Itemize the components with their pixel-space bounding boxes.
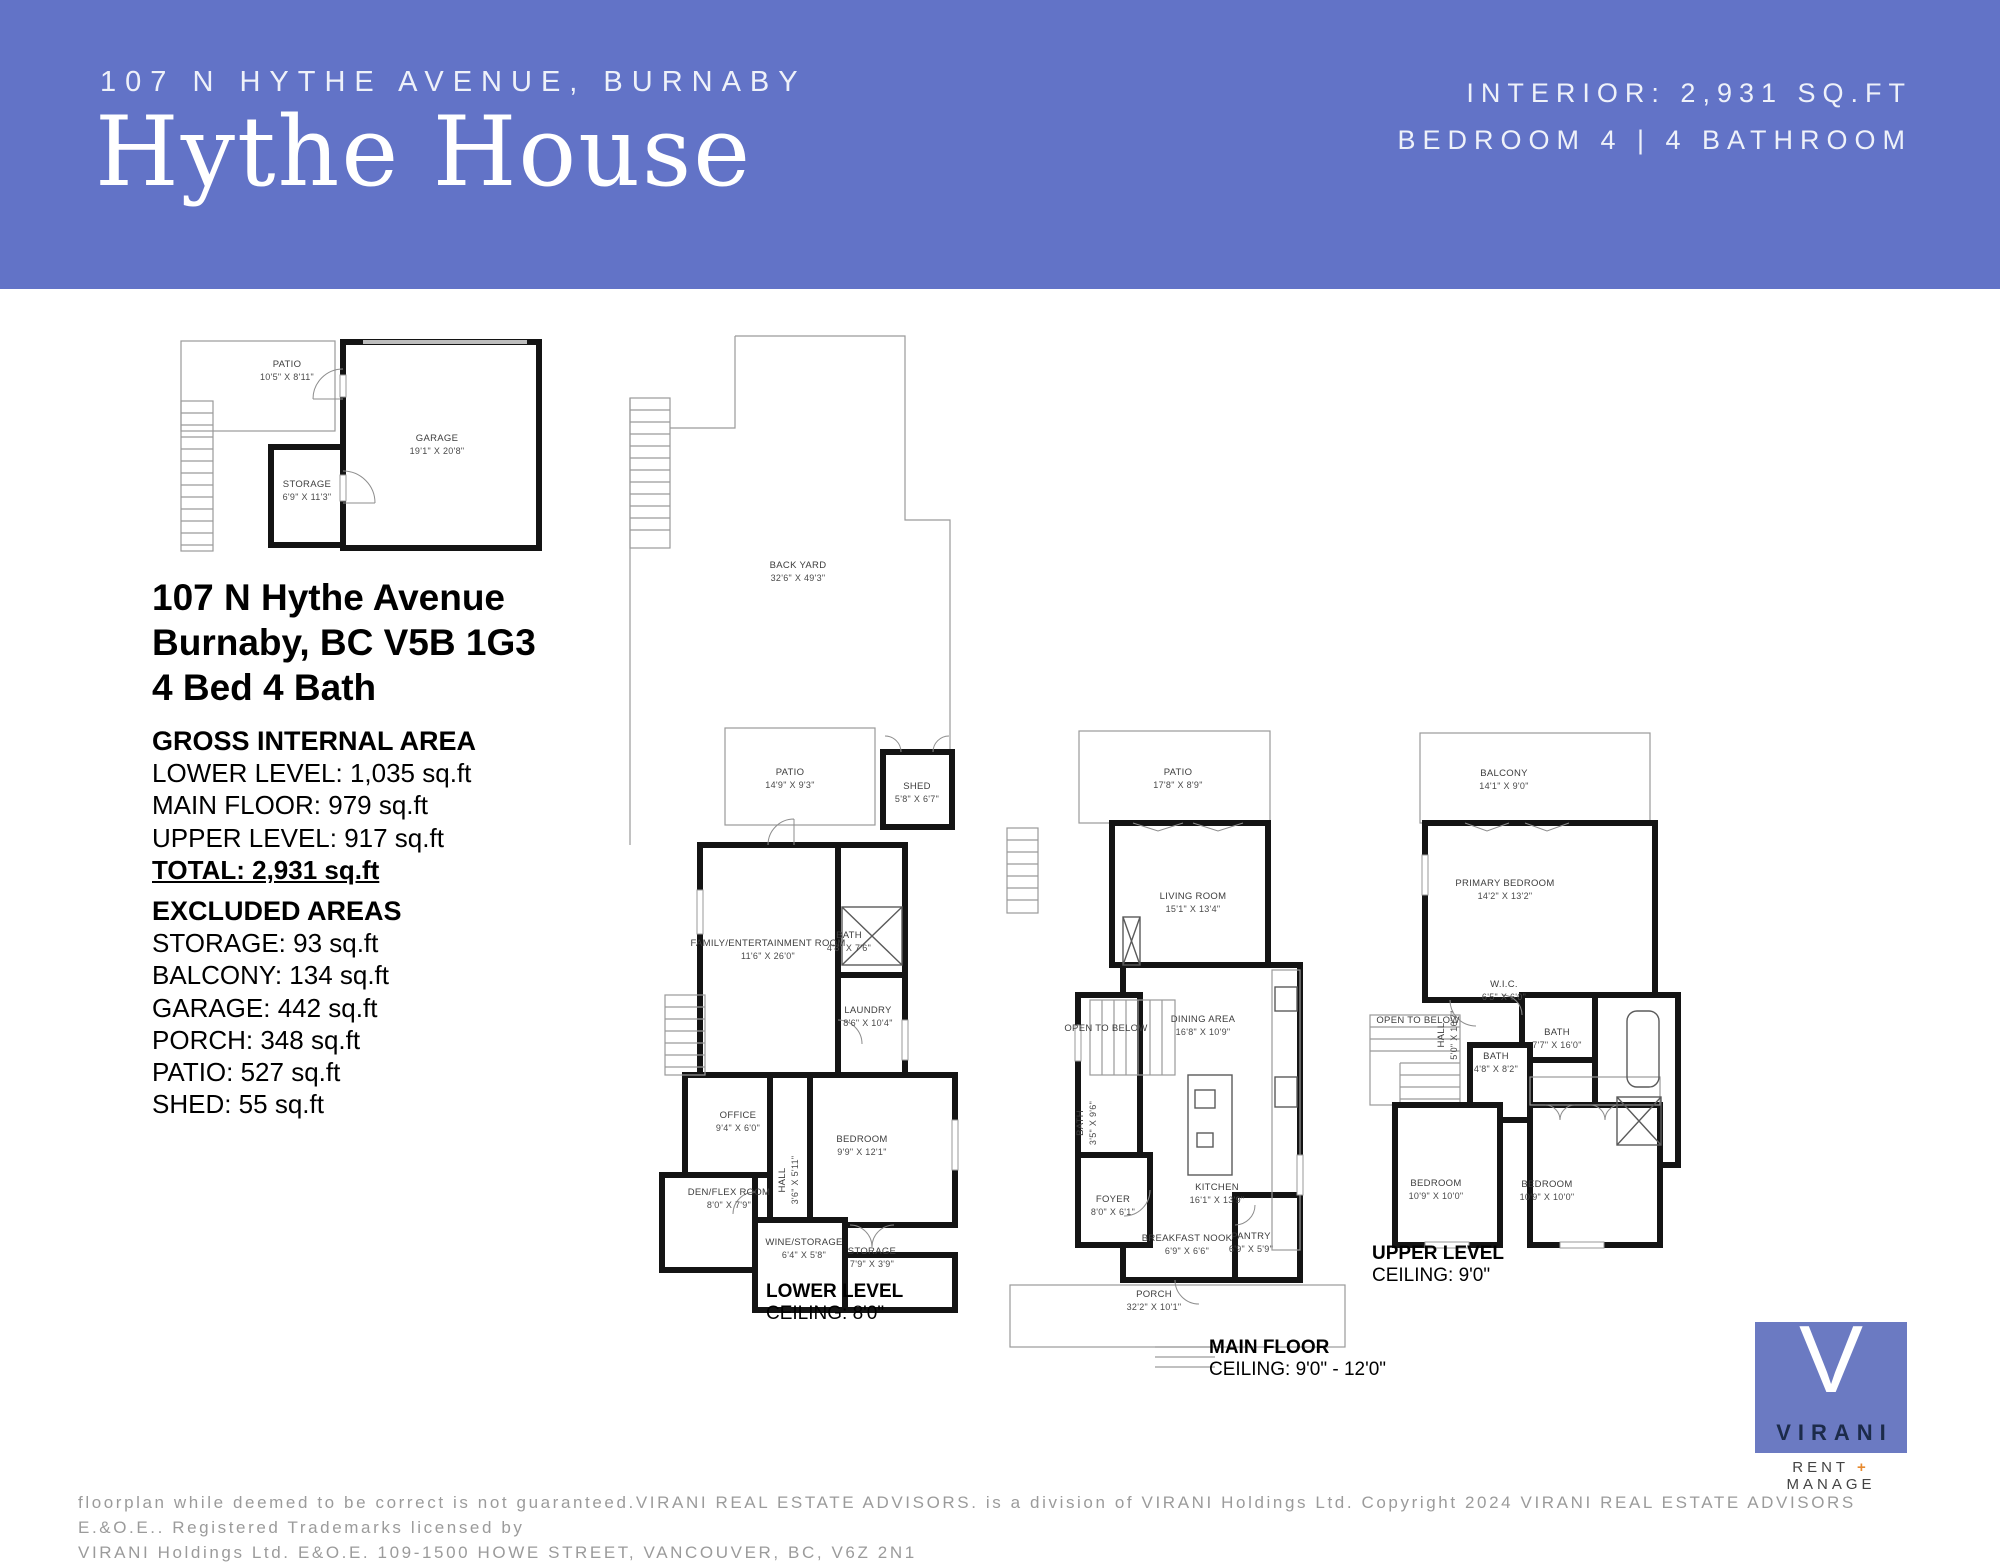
room-label-lower-patio: PATIO 14'9" X 9'3" — [765, 767, 815, 790]
interior-area-text: INTERIOR: 2,931 SQ.FT — [1466, 78, 1912, 108]
room-label-living-room: LIVING ROOM 15'1" X 13'4" — [1159, 891, 1227, 914]
virani-logo-square — [1755, 1306, 1907, 1453]
gross-area-main: MAIN FLOOR: 979 sq.ft — [152, 790, 428, 821]
gross-area-lower: LOWER LEVEL: 1,035 sq.ft — [152, 758, 472, 789]
room-label-garage-patio: PATIO 10'5" X 8'11" — [259, 359, 315, 382]
room-label-pantry: PANTRY 6'9" X 5'9" — [1228, 1231, 1274, 1254]
room-label-upper-open-below: OPEN TO BELOW — [1376, 1015, 1460, 1026]
room-label-main-open-below: OPEN TO BELOW — [1064, 1023, 1148, 1034]
excluded-areas-title: EXCLUDED AREAS — [152, 896, 402, 927]
room-label-lower-bedroom: BEDROOM 9'9" X 12'1" — [836, 1134, 888, 1157]
main-floor-label: MAIN FLOOR CEILING: 9'0" - 12'0" — [1209, 1337, 1387, 1380]
virani-v-mark: V — [1798, 1306, 1864, 1413]
header-stats — [1397, 78, 1912, 156]
excluded-porch: PORCH: 348 sq.ft — [152, 1024, 361, 1055]
room-label-upper-bath-small: BATH 4'8" X 8'2" — [1473, 1051, 1519, 1074]
room-label-wine-storage: WINE/STORAGE 6'4" X 5'8" — [765, 1237, 843, 1260]
room-label-primary-bedroom: PRIMARY BEDROOM 14'2" X 13'2" — [1455, 878, 1555, 901]
garage-floorplan-drawing — [175, 335, 545, 557]
lower-level-label: LOWER LEVEL CEILING: 8'0" — [766, 1281, 904, 1324]
property-address-block — [152, 575, 536, 710]
plus-icon: + — [1856, 1459, 1870, 1476]
room-label-dining-area: DINING AREA 16'8" X 10'9" — [1170, 1014, 1236, 1037]
upper-level-label: UPPER LEVEL CEILING: 9'0" — [1372, 1243, 1504, 1286]
room-label-foyer: FOYER 8'0" X 6'1" — [1090, 1194, 1136, 1217]
room-label-lower-storage: STORAGE 7'9" X 3'9" — [847, 1246, 897, 1269]
excluded-garage: GARAGE: 442 sq.ft — [152, 992, 378, 1023]
room-label-main-patio: PATIO 17'8" X 8'9" — [1153, 767, 1203, 790]
room-label-upper-bedroom-left: BEDROOM 10'9" X 10'0" — [1408, 1178, 1464, 1201]
gross-area-title: GROSS INTERNAL AREA — [152, 726, 477, 756]
room-label-laundry: LAUNDRY 8'6" X 10'4" — [843, 1005, 893, 1028]
room-label-kitchen: KITCHEN 16'1" X 13'9" — [1189, 1182, 1245, 1205]
area-summary-block — [152, 725, 476, 1120]
header-address: 107 N HYTHE AVENUE, BURNABY — [100, 66, 807, 98]
virani-brand-text: VIRANI — [1776, 1420, 1893, 1445]
room-label-upper-hall: HALL 5'0" X 16'7" — [1436, 1010, 1459, 1060]
page-title: Hythe House — [95, 96, 753, 208]
address-line-2: Burnaby, BC V5B 1G3 — [152, 622, 536, 663]
excluded-patio: PATIO: 527 sq.ft — [152, 1057, 341, 1088]
room-label-garage: GARAGE 19'1" X 20'8" — [409, 433, 465, 456]
header-banner — [0, 0, 2000, 289]
address-line-3: 4 Bed 4 Bath — [152, 667, 377, 708]
room-label-den-flex: DEN/FLEX ROOM 8'0" X 7'9" — [687, 1187, 771, 1210]
bed-bath-text: BEDROOM 4 | 4 BATHROOM — [1397, 125, 1912, 155]
excluded-storage: STORAGE: 93 sq.ft — [152, 928, 379, 959]
room-label-office: OFFICE 9'4" X 6'0" — [715, 1110, 761, 1133]
gross-area-upper: UPPER LEVEL: 917 sq.ft — [152, 822, 444, 853]
room-label-lower-hall: HALL 3'6" X 5'11" — [777, 1155, 800, 1205]
room-label-wic: W.I.C. 6'5" X 6'0" — [1481, 979, 1527, 1002]
room-label-breakfast-nook: BREAKFAST NOOK 6'9" X 6'6" — [1141, 1233, 1233, 1256]
room-label-backyard: BACK YARD 32'6" X 49'3" — [769, 560, 827, 583]
room-label-porch: PORCH 32'2" X 10'1" — [1126, 1289, 1182, 1312]
disclaimer-line-2: VIRANI Holdings Ltd. E&O.E. 109-1500 HOWE STREET, VANCOUVER, BC, V6Z 2N1 — [78, 1543, 917, 1562]
address-line-1: 107 N Hythe Avenue — [152, 577, 505, 618]
room-label-lower-bath: BATH 4'8" X 7'6" — [826, 930, 872, 953]
main-floor-floorplan-drawing — [1005, 725, 1355, 1425]
disclaimer-footer — [78, 1490, 1948, 1565]
excluded-balcony: BALCONY: 134 sq.ft — [152, 960, 390, 991]
room-label-balcony: BALCONY 14'1" X 9'0" — [1479, 768, 1529, 791]
total-area-line: TOTAL: 2,931 sq.ft — [152, 854, 380, 885]
lower-level-floorplan-drawing — [618, 330, 988, 1335]
room-label-upper-bath-main: BATH 7'7" X 16'0" — [1532, 1027, 1582, 1050]
room-label-main-bath: BATH 3'5" X 9'6" — [1075, 1100, 1098, 1146]
room-label-family-room: FAMILY/ENTERTAINMENT ROOM 11'6" X 26'0" — [690, 938, 846, 961]
room-label-upper-bedroom-right: BEDROOM 10'9" X 10'0" — [1519, 1179, 1575, 1202]
virani-tagline: RENT + MANAGE — [1786, 1459, 1876, 1493]
disclaimer-line-1: floorplan while deemed to be correct is not guaranteed.VIRANI REAL ESTATE ADVISORS. is a division of VIRANI Holdings Ltd. Copyright 2024 VIRANI REAL ESTATE ADVISORS E.&O.E.. Registered Trademarks licensed by — [78, 1493, 1856, 1537]
room-label-shed: SHED 5'8" X 6'7" — [894, 781, 940, 804]
room-label-garage-storage: STORAGE 6'9" X 11'3" — [282, 479, 332, 502]
excluded-shed: SHED: 55 sq.ft — [152, 1089, 324, 1120]
